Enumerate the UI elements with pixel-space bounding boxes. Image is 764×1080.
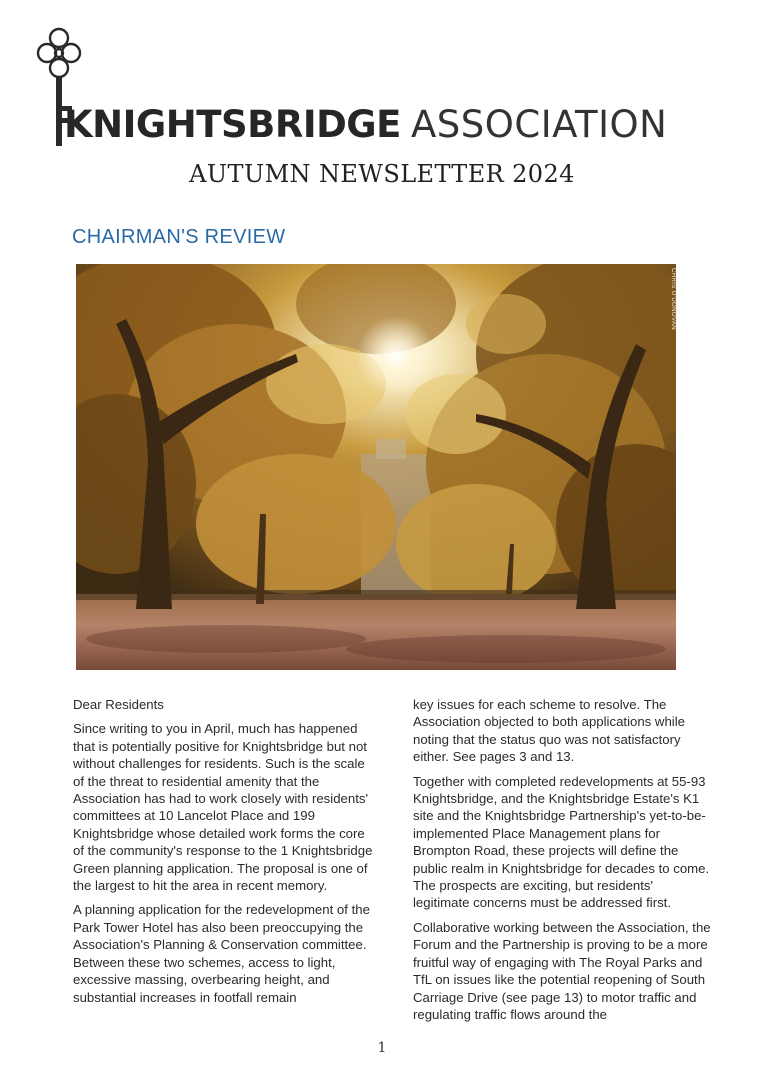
- masthead-brand-bold: KNIGHTSBRIDGE: [64, 103, 401, 146]
- article-paragraph: Together with completed redevelopments at 55-93 Knightsbridge, and the Knightsbridge Estate's K1 site and the Knightsbridge Partnership's yet-to-be-implemented Place Management plans for Brompton Road, these projects will define the public realm in Knightsbridge for decades to come. The prospects are exciting, but residents' legitimate concerns must be addressed first.: [413, 773, 710, 911]
- page-number: 1: [377, 1040, 387, 1056]
- article-paragraph: Collaborative working between the Association, the Forum and the Partnership is proving to be a more fruitful way of engaging with The Royal Parks and TfL on issues like the potential reopening of South Carriage Drive (see page 13) to motor traffic and regulating traffic flows around the: [413, 919, 711, 1022]
- section-heading: CHAIRMAN'S REVIEW: [72, 226, 286, 248]
- photo-credit: CHRIS O'DONOVAN: [670, 268, 676, 331]
- masthead-title: [64, 100, 754, 150]
- autumn-park-photo-icon: [76, 264, 676, 670]
- newsletter-edition: AUTUMN NEWSLETTER 2024: [189, 160, 575, 188]
- masthead-brand-light: ASSOCIATION: [410, 103, 668, 146]
- article-paragraph: Dear Residents: [73, 697, 164, 712]
- cover-photo: [76, 264, 676, 670]
- article-paragraph: Since writing to you in April, much has happened that is potentially positive for Knightsbridge but not without challenges for residents. Such is the scale of the threat to residential amenity that the Association has had to work closely with residents' committees at 10 Lancelot Place and 199 Knightsbridge whose detailed work forms the core of the community's response to the 1 Knightsbridge Green planning application. The proposal is one of the largest to hit the area in recent memory.: [73, 721, 373, 894]
- article-right-column: [413, 696, 713, 1030]
- article-left-column: [73, 696, 373, 1013]
- article-paragraph: A planning application for the redevelopment of the Park Tower Hotel has also been preoccupying the Association's Planning & Conservation committee. Between these two schemes, access to light, excessive massing, overbearing height, and substantial increases in footfall remain: [73, 902, 370, 1005]
- article-paragraph: key issues for each scheme to resolve. The Association objected to both applications while noting that the status quo was not satisfactory either. See pages 3 and 13.: [413, 697, 685, 765]
